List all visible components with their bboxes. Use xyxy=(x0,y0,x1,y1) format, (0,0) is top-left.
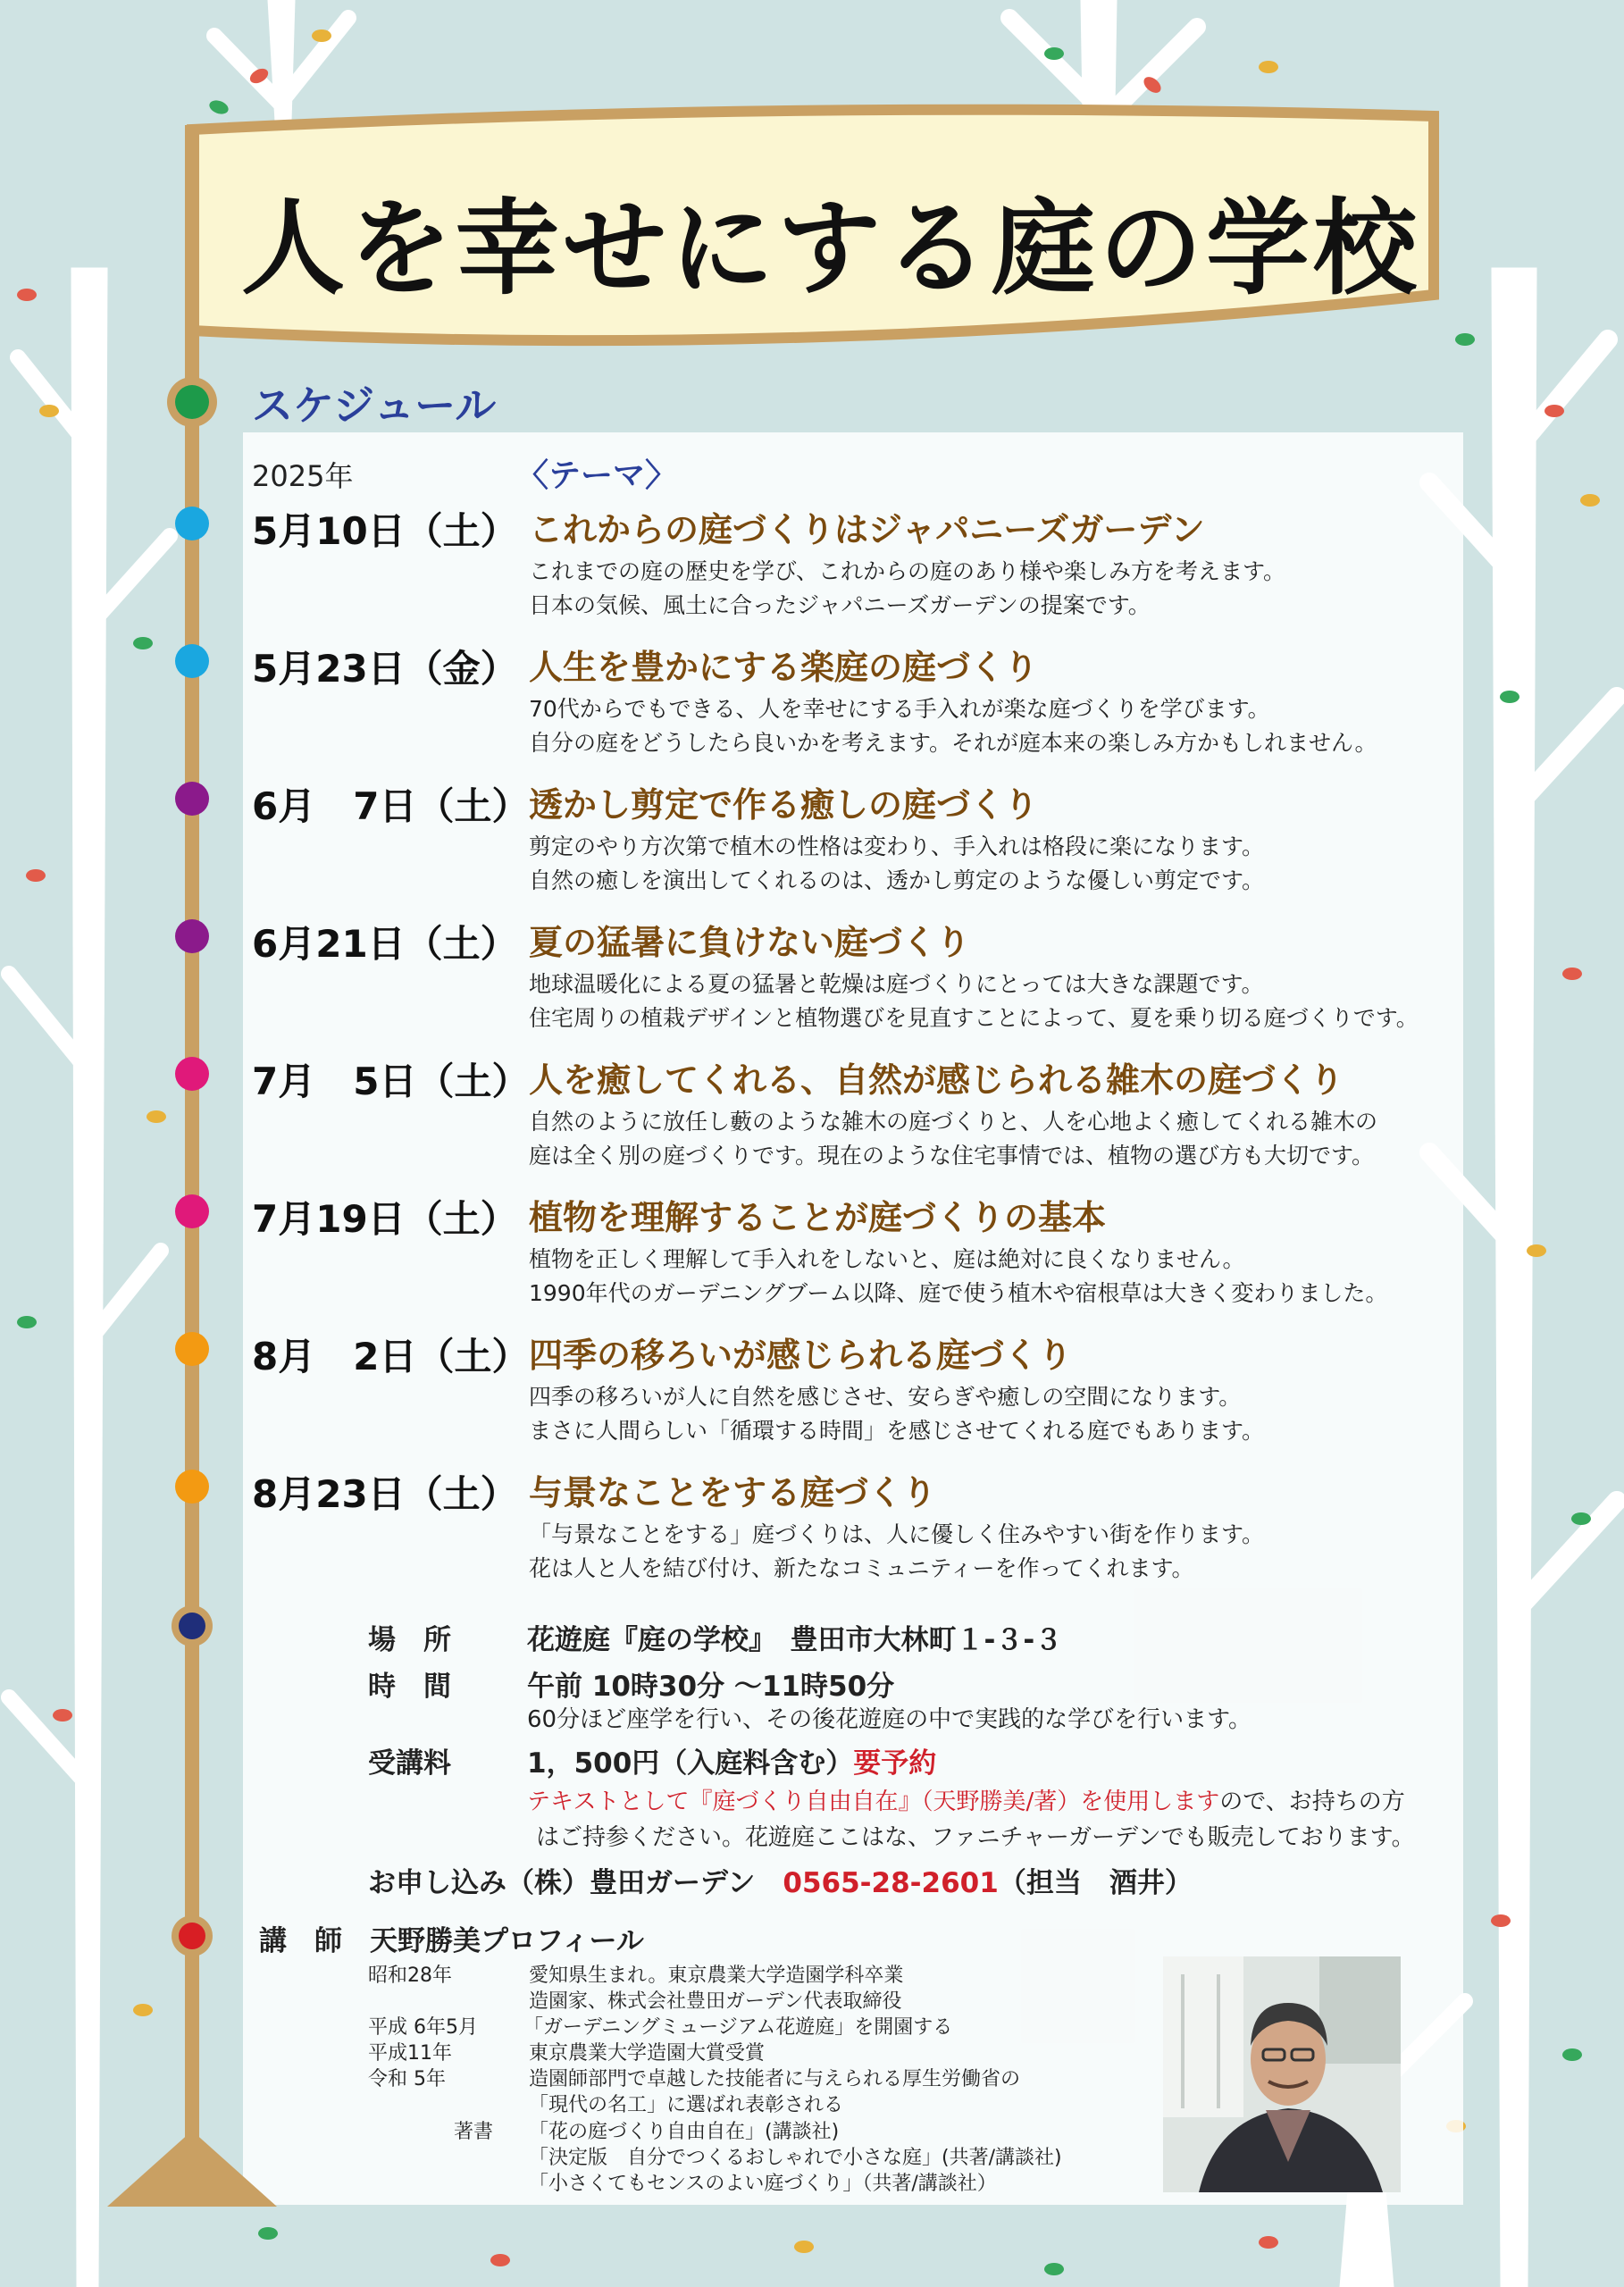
profile-text: 「現代の名工」に選ばれ表彰される xyxy=(529,2094,844,2116)
place-label: 場 所 xyxy=(368,1624,451,1656)
event-date: 6月21日（土） xyxy=(252,922,518,966)
apply-phone: 0565-28-2601 xyxy=(783,1867,999,1899)
event-description: 70代からでもできる、人を幸せにする手入れが楽な庭づくりを学びます。 xyxy=(529,696,1270,722)
theme-heading: 〈テーマ〉 xyxy=(516,457,678,494)
time-label: 時 間 xyxy=(368,1671,451,1703)
apply-line xyxy=(368,1860,1193,1900)
profile-text: 造園家、株式会社豊田ガーデン代表取締役 xyxy=(529,1990,902,2013)
event-theme: これからの庭づくりはジャパニーズガーデン xyxy=(529,510,1205,549)
timeline-dot xyxy=(175,1470,209,1504)
timeline-dot xyxy=(175,782,209,816)
year-label: 2025年 xyxy=(252,459,354,493)
timeline-dot xyxy=(175,644,209,678)
profile-text: 「ガーデニングミュージアム花遊庭」を開園する xyxy=(523,2016,953,2039)
apply-contact: （担当 酒井） xyxy=(998,1867,1193,1899)
timeline-dot xyxy=(175,1057,209,1091)
profile-text: 愛知県生まれ。東京農業大学造園学科卒業 xyxy=(529,1964,904,1987)
event-date: 8月23日（土） xyxy=(252,1472,518,1516)
event-description: 自然のように放任し藪のような雑木の庭づくりと、人を心地よく癒してくれる雑木の xyxy=(529,1109,1378,1135)
profile-text: 「決定版 自分でつくるおしゃれで小さな庭」(共著/講談社) xyxy=(529,2147,1062,2169)
event-theme: 四季の移ろいが感じられる庭づくり xyxy=(529,1336,1073,1375)
event-description: まさに人間らしい「循環する時間」を感じさせてくれる庭でもあります。 xyxy=(529,1418,1265,1444)
event-theme: 人を癒してくれる、自然が感じられる雑木の庭づくり xyxy=(529,1060,1344,1100)
event-description: 地球温暖化による夏の猛暑と乾燥は庭づくりにとっては大きな課題です。 xyxy=(529,971,1264,997)
event-description: 庭は全く別の庭づくりです。現在のような住宅事情では、植物の選び方も大切です。 xyxy=(529,1143,1375,1169)
profile-year: 著書 xyxy=(454,2121,494,2143)
timeline-dot xyxy=(175,919,209,953)
textbook-notice-rest: ので、お持ちの方 xyxy=(1219,1789,1405,1815)
page-title: 人を幸せにする庭の学校 xyxy=(241,188,1420,309)
profile-year: 平成 6年5月 xyxy=(368,2016,478,2039)
event-description: 剪定のやり方次第で植木の性格は変わり、手入れは格段に楽になります。 xyxy=(529,834,1265,859)
reservation-required: 要予約 xyxy=(853,1747,937,1780)
profile-heading: 講 師 天野勝美プロフィール xyxy=(259,1925,644,1957)
textbook-notice-line2: はご持参ください。花遊庭ここはな、ファニチャーガーデンでも販売しております。 xyxy=(536,1824,1415,1851)
schedule-heading: スケジュール xyxy=(252,381,497,430)
timeline-dot xyxy=(175,507,209,540)
instructor-photo xyxy=(1163,1956,1401,2192)
fee-value xyxy=(527,1740,936,1780)
profile-year: 平成11年 xyxy=(368,2042,452,2065)
timeline-dot xyxy=(175,1194,209,1228)
event-date: 5月10日（土） xyxy=(252,509,518,553)
apply-label: お申し込み（株）豊田ガーデン xyxy=(368,1867,756,1899)
event-theme: 夏の猛暑に負けない庭づくり xyxy=(529,923,971,962)
pole-base xyxy=(107,2131,277,2207)
event-date: 7月19日（土） xyxy=(252,1197,518,1241)
event-description: 「与景なことをする」庭づくりは、人に優しく住みやすい街を作ります。 xyxy=(529,1521,1265,1547)
profile-year: 昭和28年 xyxy=(368,1964,452,1987)
time-note: 60分ほど座学を行い、その後花遊庭の中で実践的な学びを行います。 xyxy=(527,1706,1252,1733)
event-date: 7月 5日（土） xyxy=(252,1060,530,1103)
event-description: 自分の庭をどうしたら良いかを考えます。それが庭本来の楽しみ方かもしれません。 xyxy=(529,730,1377,756)
profile-year: 令和 5年 xyxy=(368,2068,446,2090)
timeline-dot xyxy=(175,1332,209,1366)
event-description: 四季の移ろいが人に自然を感じさせ、安らぎや癒しの空間になります。 xyxy=(529,1384,1242,1410)
fee-label: 受講料 xyxy=(368,1747,451,1780)
event-date: 5月23日（金） xyxy=(252,647,518,691)
profile-text: 東京農業大学造園大賞受賞 xyxy=(529,2042,766,2065)
event-description: 1990年代のガーデニングブーム以降、庭で使う植木や宿根草は大きく変わりました。 xyxy=(529,1280,1388,1306)
textbook-notice: テキストとして『庭づくり自由自在』（天野勝美/著）を使用します xyxy=(527,1789,1220,1815)
event-description: 日本の気候、風土に合ったジャパニーズガーデンの提案です。 xyxy=(529,592,1151,618)
profile-text: 「花の庭づくり自由自在」(講談社) xyxy=(529,2121,840,2143)
text-notice xyxy=(527,1783,1405,1816)
place-value: 花遊庭『庭の学校』 豊田市大林町１-３-３ xyxy=(527,1624,1063,1656)
event-theme: 透かし剪定で作る癒しの庭づくり xyxy=(529,785,1039,825)
fee-amount: 1，500円（入庭料含む） xyxy=(527,1747,854,1780)
event-theme: 人生を豊かにする楽庭の庭づくり xyxy=(529,648,1039,687)
event-description: 植物を正しく理解して手入れをしないと、庭は絶対に良くなりません。 xyxy=(529,1246,1245,1272)
profile-text: 造園師部門で卓越した技能者に与えられる厚生労働省の xyxy=(529,2068,1021,2090)
event-description: これまでの庭の歴史を学び、これからの庭のあり様や楽しみ方を考えます。 xyxy=(529,558,1286,584)
event-description: 自然の癒しを演出してくれるのは、透かし剪定のような優しい剪定です。 xyxy=(529,867,1265,893)
event-date: 6月 7日（土） xyxy=(252,784,530,828)
event-date: 8月 2日（土） xyxy=(252,1335,530,1378)
time-value: 午前 10時30分 ～11時50分 xyxy=(527,1671,895,1703)
event-theme: 与景なことをする庭づくり xyxy=(529,1473,937,1512)
event-description: 花は人と人を結び付け、新たなコミュニティーを作ってくれます。 xyxy=(529,1555,1194,1581)
profile-text: 「小さくてもセンスのよい庭づくり」（共著/講談社） xyxy=(529,2173,997,2195)
event-theme: 植物を理解することが庭づくりの基本 xyxy=(529,1198,1107,1237)
event-description: 住宅周りの植栽デザインと植物選びを見直すことによって、夏を乗り切る庭づくりです。 xyxy=(529,1005,1419,1031)
